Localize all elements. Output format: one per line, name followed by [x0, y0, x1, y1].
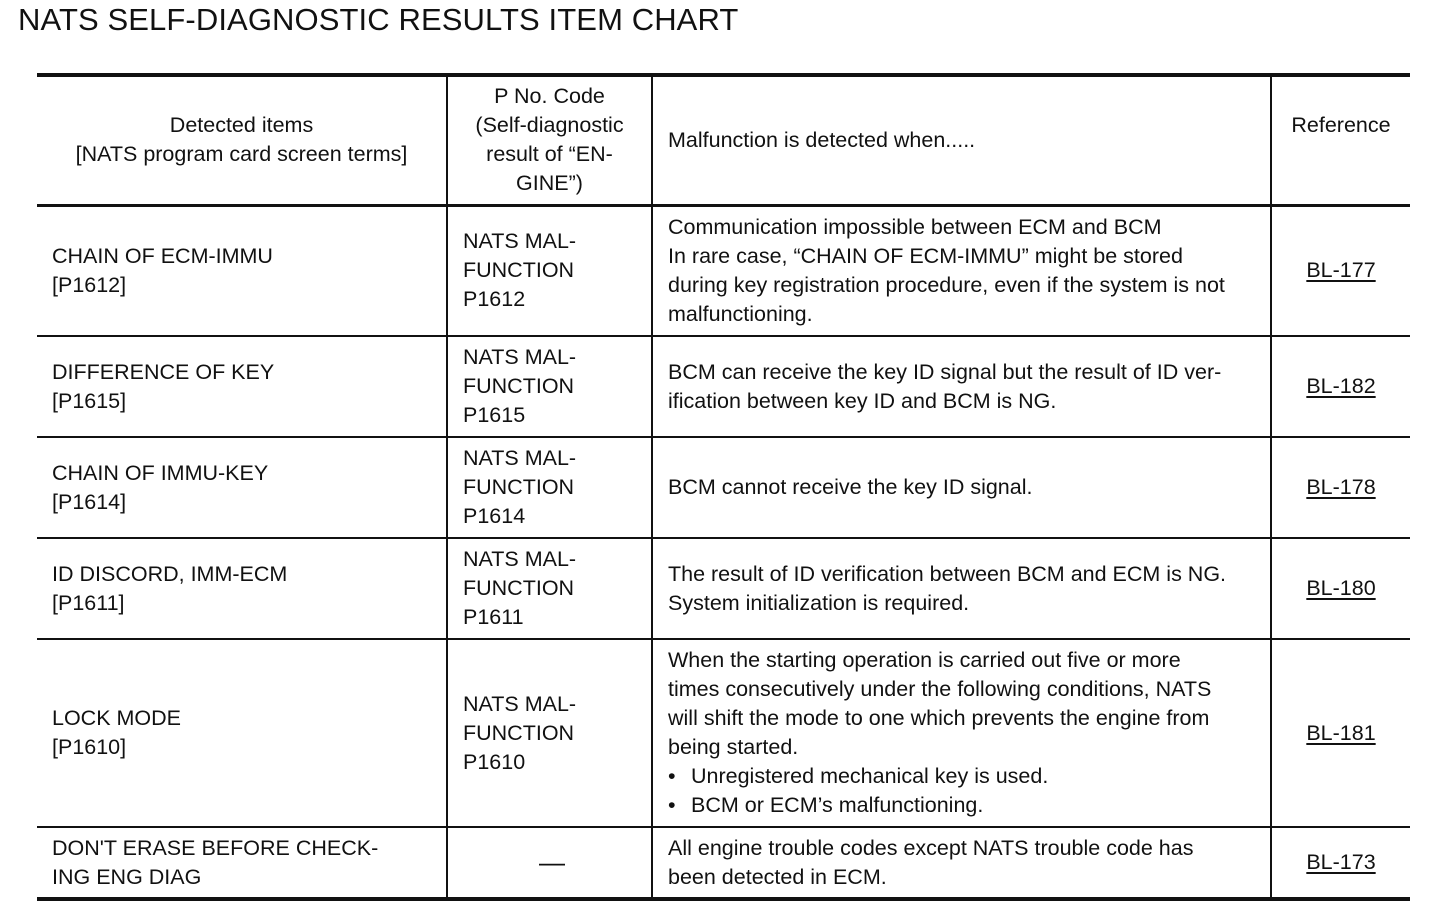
p-code-cell	[447, 205, 652, 336]
detected-item-cell	[37, 205, 447, 336]
table-row	[37, 538, 1410, 639]
description-line: being started.	[668, 735, 799, 759]
p-code-line: NATS MAL-	[463, 345, 577, 369]
p-code-dash: —	[539, 847, 565, 877]
p-code-line: FUNCTION	[463, 374, 575, 398]
p-code-line: P1612	[463, 287, 526, 312]
header-line: Reference	[1291, 112, 1391, 137]
p-code-cell	[447, 538, 652, 639]
item-name: DON'T ERASE BEFORE CHECK-	[52, 835, 379, 860]
item-name: LOCK MODE	[52, 706, 182, 730]
item-name: ING ENG DIAG	[52, 864, 202, 889]
bullet-text: BCM or ECM’s malfunctioning.	[691, 793, 984, 817]
reference-link[interactable]: BL-178	[1306, 475, 1376, 499]
description-line: been detected in ECM.	[668, 864, 887, 889]
header-malfunction	[652, 75, 1271, 205]
item-code: [P1611]	[52, 590, 125, 615]
reference-link[interactable]: BL-180	[1306, 576, 1376, 600]
table-row	[37, 437, 1410, 538]
detected-item-cell	[37, 639, 447, 827]
reference-cell	[1271, 336, 1410, 437]
item-name: DIFFERENCE OF KEY	[52, 359, 275, 384]
table-row	[37, 205, 1410, 336]
p-code-line: P1610	[463, 749, 526, 774]
p-code-line: NATS MAL-	[463, 691, 577, 716]
table-row	[37, 639, 1410, 827]
p-code-cell	[447, 639, 652, 827]
description-line: All engine trouble codes except NATS trouble code has	[668, 835, 1194, 860]
p-code-line: NATS MAL-	[463, 229, 577, 254]
header-line: (Self-diagnostic	[475, 113, 624, 138]
description-line: In rare case, “CHAIN OF ECM-IMMU” might be stored	[668, 243, 1183, 268]
description-line: When the starting operation is carried out five or more	[668, 648, 1181, 672]
item-code: [P1615]	[52, 388, 127, 413]
page-title: NATS SELF-DIAGNOSTIC RESULTS ITEM CHART	[18, 2, 739, 37]
description-line: BCM can receive the key ID signal but the result of ID ver-	[668, 359, 1222, 384]
p-code-cell	[447, 827, 652, 899]
detected-item-cell	[37, 336, 447, 437]
description-cell	[652, 336, 1271, 437]
item-code: [P1614]	[52, 489, 127, 514]
reference-cell	[1271, 827, 1410, 899]
p-code-line: NATS MAL-	[463, 547, 577, 571]
bullet-item	[668, 791, 1260, 820]
results-item-chart	[37, 73, 1410, 901]
reference-cell	[1271, 538, 1410, 639]
item-code: [P1610]	[52, 735, 127, 759]
bullet-dot: •	[668, 764, 676, 788]
description-line: ification between key ID and BCM is NG.	[668, 388, 1057, 413]
bullet-text: Unregistered mechanical key is used.	[691, 764, 1049, 788]
description-line: will shift the mode to one which prevents the engine from	[668, 706, 1210, 730]
p-code-line: FUNCTION	[463, 475, 575, 499]
header-p-code	[447, 75, 652, 205]
header-line: result of “EN-	[486, 142, 613, 167]
reference-link[interactable]: BL-181	[1306, 720, 1376, 745]
p-code-cell	[447, 437, 652, 538]
header-row	[37, 75, 1410, 205]
reference-link[interactable]: BL-182	[1306, 374, 1376, 398]
description-line: BCM cannot receive the key ID signal.	[668, 475, 1033, 499]
p-code-line: P1615	[463, 403, 526, 427]
reference-cell	[1271, 639, 1410, 827]
item-name: ID DISCORD, IMM-ECM	[52, 561, 288, 586]
description-line: System initialization is required.	[668, 590, 970, 615]
description-cell	[652, 639, 1271, 827]
reference-link[interactable]: BL-177	[1306, 258, 1376, 283]
description-line: during key registration procedure, even if the system is not	[668, 272, 1225, 297]
p-code-cell	[447, 336, 652, 437]
description-cell	[652, 205, 1271, 336]
header-line: [NATS program card screen terms]	[75, 142, 408, 167]
description-line: malfunctioning.	[668, 301, 813, 326]
header-detected-items	[37, 75, 447, 205]
p-code-line: P1611	[463, 605, 524, 629]
header-line: Detected items	[169, 113, 314, 138]
detected-item-cell	[37, 538, 447, 639]
p-code-line: NATS MAL-	[463, 446, 577, 470]
header-reference	[1271, 75, 1410, 205]
bullet-dot: •	[668, 793, 676, 817]
p-code-line: P1614	[463, 504, 526, 528]
detected-item-cell	[37, 827, 447, 899]
p-code-line: FUNCTION	[463, 720, 575, 745]
header-line: P No. Code	[494, 84, 605, 109]
header-line: Malfunction is detected when.....	[668, 127, 976, 152]
p-code-line: FUNCTION	[463, 258, 575, 283]
description-cell	[652, 437, 1271, 538]
table-row	[37, 336, 1410, 437]
header-line: GINE”)	[516, 171, 583, 196]
p-code-line: FUNCTION	[463, 576, 575, 600]
reference-cell	[1271, 205, 1410, 336]
reference-link[interactable]: BL-173	[1306, 850, 1376, 874]
item-code: [P1612]	[52, 272, 127, 297]
reference-cell	[1271, 437, 1410, 538]
item-name: CHAIN OF IMMU-KEY	[52, 460, 269, 485]
description-line: The result of ID verification between BCM and ECM is NG.	[668, 561, 1227, 586]
description-cell	[652, 538, 1271, 639]
item-name: CHAIN OF ECM-IMMU	[52, 243, 273, 268]
bullet-item	[668, 762, 1260, 791]
detected-item-cell	[37, 437, 447, 538]
description-line: Communication impossible between ECM and BCM	[668, 214, 1162, 239]
table-row	[37, 827, 1410, 899]
description-cell	[652, 827, 1271, 899]
description-line: times consecutively under the following conditions, NATS	[668, 677, 1212, 701]
